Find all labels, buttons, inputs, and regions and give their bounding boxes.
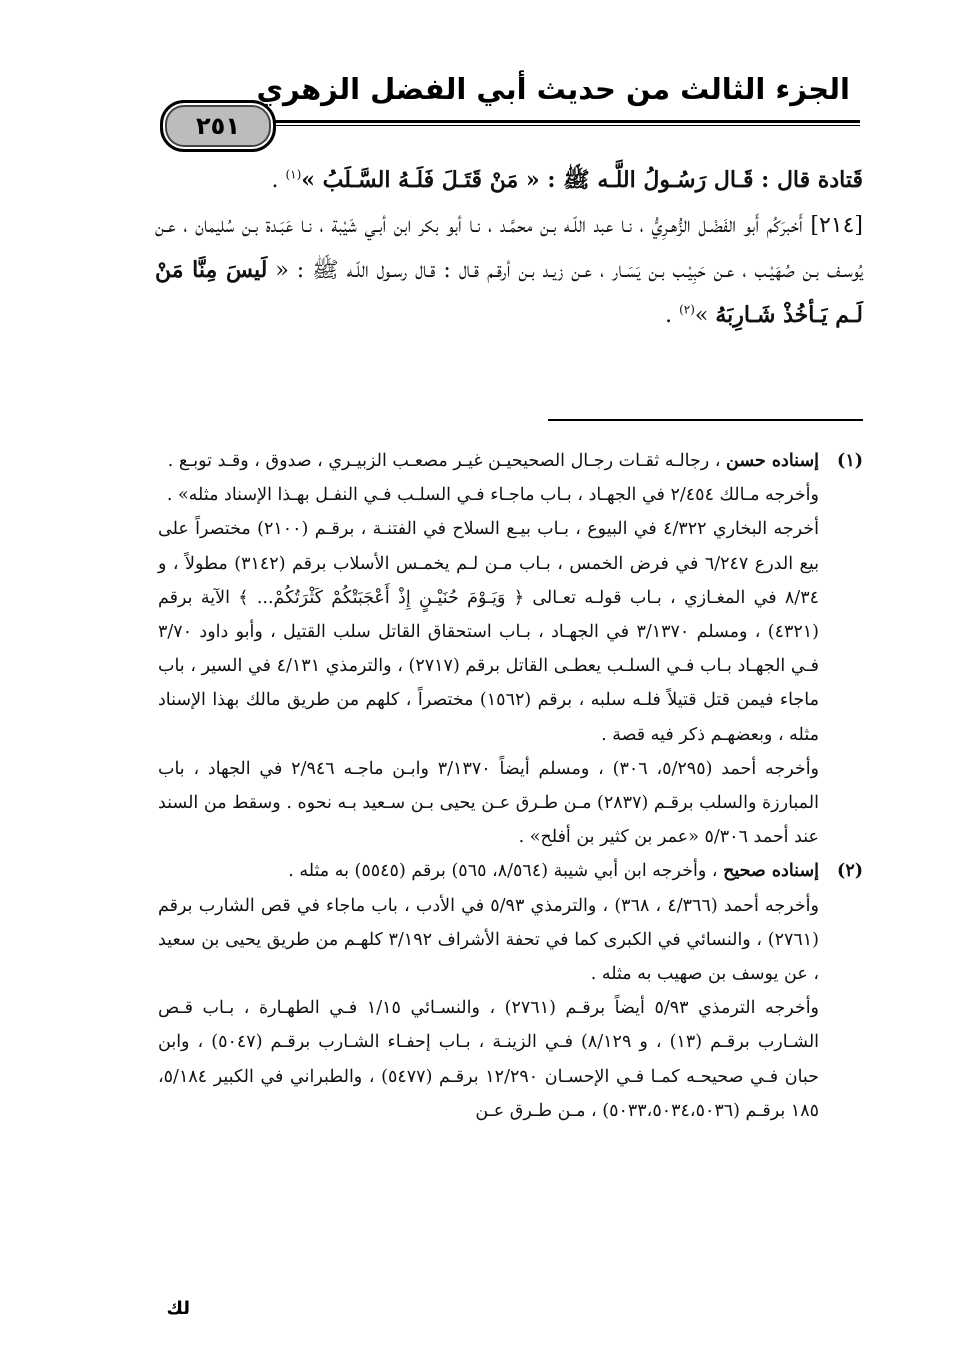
footnote-2-para-2: وأخرجه أحمد (٤/٣٦٦ ، ٣٦٨) ، والترمذي ٥/٩٣ في الأدب ، باب ماجاء في قص الشارب برقم (٢٧٦١) ، والنسائي في الكبرى كما في تحفة الأشراف ٣/١٩٢ كلهـم من طريق يحيى بن سعيد ، عن يوسف بن صهيب به مثله .: [158, 895, 819, 985]
footnote-1-para-1: [158, 444, 819, 478]
footnote-ref-2: (٢): [679, 302, 695, 317]
footnote-1-para-1-text: ، رجالـه ثقـات رجـال الصحيحيـن غيـر مصعـب الزبيـري ، صدوق ، وقـد توبـع .: [167, 451, 721, 471]
footnote-1-number: (١): [837, 451, 863, 471]
hadith-214-chain: [٢١٤] أَخبرَكُم أَبو الفَضْـل الزُّهـرِيُّ ، نـا عبد اللّـه بـن محمَّـد ، نـا أبو بكر ابن أبـي شَيْبة ، نـا عَبَـدة بـن سُليمان ، عـن يُوسـف بـن صُهَيْـب ، عـن حَبِيْـب بـن يَسَـار ، عـن زيـد بـن أرقـم قـال : قـال رسـول اللّـه ﷺ : «: [155, 213, 863, 283]
hadith-214-close: »: [694, 303, 716, 328]
hadith-214-matn: لَيسَ مِنَّا مَنْ لَـم يَـأخُذْ شَـارِبَهُ: [155, 257, 863, 328]
footnotes: [158, 444, 863, 1128]
footnote-2-number: (٢): [837, 861, 863, 882]
main-line-1: [155, 158, 863, 203]
running-header: [160, 72, 860, 142]
page-number-badge: ٢٥١: [160, 100, 276, 152]
footnote-2-para-1-text: ، وأخرجه ابن أبي شيبة (٨/٥٦٤، ٥٦٥) برقم (٥٥٤٥) به مثله .: [288, 861, 718, 882]
catchword-mark: لك: [166, 1298, 190, 1319]
hadith-214-end: .: [665, 303, 680, 328]
main-text: [155, 158, 863, 338]
footnote-2-lead: إسناده صحيح: [723, 861, 819, 882]
footnote-1-para-3: أخرجه البخاري ٤/٣٢٢ في البيوع ، بـاب بيـع السلاح في الفتنـة ، برقـم (٢١٠٠) مختصراً على بيع الدرع ٦/٢٤٧ في فرض الخمس ، بـاب مـن لـم يخمـس الأسلاب برقم (٣١٤٢) مطولاً ، و ٨/٣٤ في المغـازي ، بـاب قولـه تعـالى ﴿ وَيَـوْمَ حُنَيْـنٍ إِذْ أَعْجَبَتْكُمْ كَثْرَتُكُمْ... ﴾ الآية برقم (٤٣٢١) ، ومسلم ٣/١٣٧٠ في الجهـاد ، بـاب استحقاق القاتل سلب القتيل ، وأبو داود ٣/٧٠ فـي الجهـاد بـاب فـي السلـب يعطـى القاتل برقم (٢٧١٧) ، والترمذي ٤/١٣١ في السير ، باب ماجاء فيمن قتل قتيلاً فلـه سلبه ، برقم (١٥٦٢) مختصراً ، كلهم من طريق مالك بهذا الإسناد مثله ، وبعضهـم ذكر فيه قصة .: [158, 519, 820, 745]
header-title: الجزء الثالث من حديث أبي الفضل الزهري: [256, 72, 850, 106]
footnote-1-para-4: وأخرجه أحمد (٥/٢٩٥، ٣٠٦) ، ومسلم أيضاً ٣/١٣٧٠ وابـن ماجـه ٢/٩٤٦ في الجهاد ، باب المبارزة والسلب برقـم (٢٨٣٧) مـن طـرق عـن يحيى بـن سـعيد بـه نحوه . وسقط من السند عند أحمد ٥/٣٠٦ «عمر بن كثير بن أفلح» .: [158, 758, 820, 848]
footnote-2: [158, 854, 863, 1128]
footnote-1-lead: إسناده حسن: [726, 451, 819, 471]
footnote-2-para-1: [158, 854, 819, 888]
footnote-divider: [548, 419, 863, 421]
header-rule: [240, 120, 860, 126]
footnote-1-para-2: وأخرجه مـالك ٢/٤٥٤ في الجهـاد ، بـاب ماجـاء فـي السلـب فـي النفـل بهـذا الإسناد مثله» .: [166, 485, 819, 506]
main-line-1-text: قَتادة قال : قَـال رَسُـولُ اللَّـه ﷺ : « مَنْ قَتَـلَ فَلَـهُ السَّـلَبُ »: [301, 167, 863, 193]
footnote-1: [158, 444, 863, 854]
hadith-214: [155, 203, 863, 338]
footnote-2-para-3: وأخرجه الترمذي ٥/٩٣ أيضاً برقـم (٢٧٦١) ، والنسـائي ١/١٥ فـي الطهـارة ، بـاب قـص الشـارب برقـم (١٣) ، و ٨/١٢٩) فـي الزينـة ، بـاب إحفـاء الشـارب برقـم (٥٠٤٧) ، وابن حبان فـي صحيحـه كمـا فـي الإحسـان ١٢/٢٩٠ برقـم (٥٤٧٧) ، والطبراني في الكبير ٥/١٨٤، ١٨٥ برقـم (٥٠٣٣،٥٠٣٤،٥٠٣٦) ، مـن طـرق عـن: [158, 998, 820, 1121]
main-line-1-end: .: [271, 168, 286, 193]
footnote-ref-1: (١): [285, 167, 302, 182]
